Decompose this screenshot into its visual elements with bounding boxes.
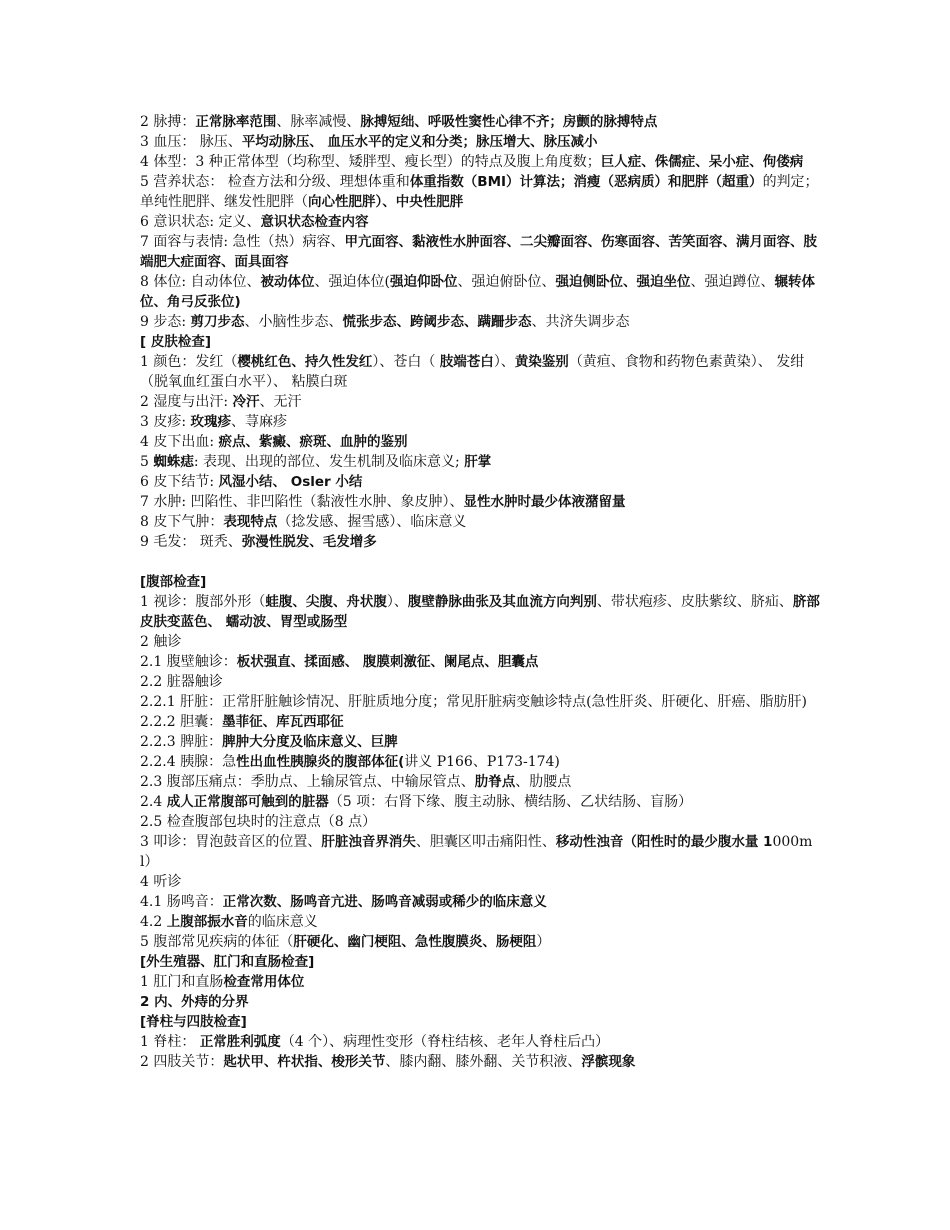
- text-segment: 4 皮下出血:: [140, 434, 219, 450]
- text-line: [140, 152, 820, 172]
- bold-text-segment: 黄染鉴别: [514, 354, 569, 370]
- bold-text-segment: 向心性肥胖）、中央性肥胖: [308, 194, 464, 210]
- text-line: [140, 312, 820, 332]
- bold-text-segment: 正常脉率范围: [195, 114, 277, 130]
- bold-text-segment: 浮髌现象: [581, 1054, 636, 1070]
- bold-text-segment: 蜘蛛痣: [153, 454, 194, 470]
- text-segment: 2.3 腹部压痛点：季肋点、上输尿管点、中输尿管点、: [140, 774, 475, 790]
- text-line: [140, 352, 820, 392]
- text-segment: 2.5 检查腹部包块时的注意点（8 点）: [140, 814, 377, 830]
- text-segment: （4 个）、病理性变形（脊柱结核、老年人脊柱后凸）: [280, 1034, 610, 1050]
- bold-text-segment: 被动体位: [260, 274, 315, 290]
- text-line: [140, 1052, 820, 1072]
- text-line: [140, 832, 820, 872]
- text-line: [140, 432, 820, 452]
- text-segment: 4.1 肠鸣音：: [140, 894, 223, 910]
- text-line: [140, 692, 820, 712]
- text-line: [140, 272, 820, 312]
- text-line: [140, 912, 820, 932]
- text-line: [140, 532, 820, 552]
- bold-text-segment: 慌张步态、跨阈步态、蹒跚步态: [342, 314, 532, 330]
- text-segment: 8 皮下气肿：: [140, 514, 224, 530]
- bold-text-segment: 辗转体位、角弓反张位): [140, 274, 815, 310]
- text-line: [140, 1012, 820, 1032]
- text-line: [140, 632, 820, 652]
- text-segment: 、膝内翻、膝外翻、关节积液、: [385, 1054, 582, 1070]
- text-segment: ）、苍白（: [372, 354, 440, 370]
- text-line: [140, 712, 820, 732]
- text-segment: （黄疸、食物和药物色素黄染）、 发绀（脱氧血红蛋白水平）、 粘膜白斑: [140, 354, 805, 390]
- text-line: [140, 472, 820, 492]
- text-line: [140, 752, 820, 772]
- text-line: [140, 512, 820, 532]
- text-segment: 讲义 P166、P173-174): [404, 754, 560, 770]
- text-segment: 5: [140, 454, 154, 470]
- document-body: [140, 112, 820, 1072]
- text-segment: 3 皮疹:: [140, 414, 191, 430]
- bold-text-segment: 脐部皮肤变蓝色、 蠕动波、胃型或肠型: [140, 594, 820, 630]
- text-segment: 2.2.2 胆囊：: [140, 714, 223, 730]
- text-segment: 2.2.3 脾脏：: [140, 734, 223, 750]
- text-segment: 7 水肿: 凹陷性、非凹陷性（黏液性水肿、象皮肿）、: [140, 494, 464, 510]
- text-segment: 8 体位: 自动体位、: [140, 274, 261, 290]
- text-line: [140, 812, 820, 832]
- text-segment: 、强迫蹲位、: [690, 274, 775, 290]
- text-line: [140, 892, 820, 912]
- text-segment: 、无汗: [259, 394, 302, 410]
- text-line: [140, 412, 820, 432]
- text-segment: 6 意识状态: 定义、: [140, 214, 261, 230]
- bold-text-segment: 甲亢面容、黏液性水肿面容、二尖瓣面容、伤寒面容、苦笑面容、满月面容、肢端肥大症面容、面具面容: [140, 234, 818, 270]
- text-segment: 的临床意义: [247, 914, 318, 930]
- text-line: [140, 672, 820, 692]
- text-segment: 1 肛门和直肠: [140, 974, 224, 990]
- text-segment: 2.2.4 胰腺：急: [140, 754, 237, 770]
- bold-text-segment: 性出血性胰腺炎的腹部体征(: [236, 754, 405, 770]
- text-line: [140, 992, 820, 1012]
- bold-text-segment: 肝硬化、幽门梗阻、急性腹膜炎、肠梗阻: [293, 934, 537, 950]
- text-line: [140, 112, 820, 132]
- text-line: [140, 972, 820, 992]
- bold-text-segment: [腹部检查]: [140, 574, 207, 590]
- bold-text-segment: [外生殖器、肛门和直肠检查]: [140, 954, 315, 970]
- bold-text-segment: 正常次数、肠鸣音亢进、肠鸣音减弱或稀少的临床意义: [222, 894, 547, 910]
- text-line: [140, 792, 820, 812]
- text-segment: 、小脑性步态、: [244, 314, 343, 330]
- text-segment: 5 营养状态： 检查方法和分级、理想体重和: [140, 174, 410, 190]
- text-segment: 的判定；单纯性肥胖、继发性肥胖（: [140, 174, 819, 210]
- text-segment: 2 触诊: [140, 634, 182, 650]
- text-segment: 、荨麻疹: [231, 414, 288, 430]
- text-segment: 2 湿度与出汗:: [140, 394, 233, 410]
- bold-text-segment: 上腹部振水音: [166, 914, 248, 930]
- text-line: [140, 132, 820, 152]
- text-line: [140, 232, 820, 272]
- text-segment: 、脉率减慢、: [276, 114, 361, 130]
- text-segment: 3 叩诊：胃泡鼓音区的位置、: [140, 834, 322, 850]
- text-segment: 2.2 脏器触诊: [140, 674, 223, 690]
- text-segment: ）: [536, 934, 551, 950]
- bold-text-segment: 脉搏短绌、呼吸性窦性心律不齐；房颤的脉搏特点: [360, 114, 658, 130]
- text-segment: 1 脊柱：: [140, 1034, 200, 1050]
- text-line: [140, 572, 820, 592]
- text-line: [140, 492, 820, 512]
- text-line: [140, 732, 820, 752]
- text-line: [140, 652, 820, 672]
- bold-text-segment: [脊柱与四肢检查]: [140, 1014, 247, 1030]
- bold-text-segment: 匙状甲、杵状指、梭形关节: [223, 1054, 386, 1070]
- bold-text-segment: 剪刀步态: [190, 314, 245, 330]
- text-segment: 4 体型：3 种正常体型（均称型、矮胖型、瘦长型）的特点及腹上角度数；: [140, 154, 601, 170]
- text-segment: 9 步态:: [140, 314, 191, 330]
- text-segment: 、胆囊区叩击痛阳性、: [415, 834, 556, 850]
- text-line: [140, 932, 820, 952]
- bold-text-segment: 巨人症、侏儒症、呆小症、佝偻病: [600, 154, 804, 170]
- text-line: [140, 212, 820, 232]
- text-line: [140, 392, 820, 412]
- text-segment: 、强迫体位(: [314, 274, 390, 290]
- text-segment: 2.1 腹壁触诊：: [140, 654, 237, 670]
- bold-text-segment: 平均动脉压、 血压水平的定义和分类；脉压增大、脉压减小: [241, 134, 598, 150]
- text-line: [140, 452, 820, 472]
- bold-text-segment: 腹壁静脉曲张及其血流方向判别: [407, 594, 597, 610]
- bold-text-segment: 正常胜利弧度: [199, 1034, 281, 1050]
- bold-text-segment: 肝脏浊音界消失: [321, 834, 416, 850]
- bold-text-segment: 风湿小结、 Osler 小结: [218, 474, 363, 490]
- bold-text-segment: 弥漫性脱发、毛发增多: [241, 534, 377, 550]
- bold-text-segment: [ 皮肤检查]: [140, 334, 212, 350]
- bold-text-segment: 体重指数（BMI）计算法；消瘦（恶病质）和肥胖（超重）: [409, 174, 763, 190]
- text-segment: ）、: [386, 594, 408, 610]
- text-line: [140, 172, 820, 212]
- bold-text-segment: 樱桃红色、持久性发红: [237, 354, 373, 370]
- bold-text-segment: 玫瑰疹: [190, 414, 232, 430]
- bold-text-segment: 墨菲征、库瓦西耶征: [222, 714, 344, 730]
- text-segment: （捻发感、握雪感）、临床意义: [277, 514, 467, 530]
- bold-text-segment: 肢端苍白: [439, 354, 494, 370]
- bold-text-segment: 冷汗: [232, 394, 260, 410]
- text-segment: 2.4: [140, 794, 167, 810]
- bold-text-segment: 成人正常腹部可触到的脏器: [166, 794, 329, 810]
- text-segment: 、强迫俯卧位、: [457, 274, 556, 290]
- text-segment: 2 四肢关节：: [140, 1054, 224, 1070]
- text-segment: 6 皮下结节:: [140, 474, 219, 490]
- bold-text-segment: 板状强直、揉面感、 腹膜刺激征、阑尾点、胆囊点: [236, 654, 539, 670]
- text-segment: : 表现、出现的部位、发生机制及临床意义;: [193, 454, 465, 470]
- text-line: [140, 772, 820, 792]
- bold-text-segment: 蛙腹、尖腹、舟状腹: [265, 594, 387, 610]
- text-segment: 000ml）: [140, 834, 813, 870]
- text-segment: 4.2: [140, 914, 167, 930]
- text-segment: 2.2.1 肝脏：正常肝脏触诊情况、肝脏质地分度；常见肝脏病变触诊特点(急性肝炎、肝硬化、肝癌、脂肪肝): [140, 694, 807, 710]
- text-segment: 5 腹部常见疾病的体征（: [140, 934, 294, 950]
- bold-text-segment: 脾肿大分度及临床意义、巨脾: [222, 734, 398, 750]
- text-segment: 3 血压： 脉压、: [140, 134, 242, 150]
- text-line: [140, 592, 820, 632]
- bold-text-segment: 检查常用体位: [223, 974, 305, 990]
- bold-text-segment: 肋脊点: [474, 774, 516, 790]
- text-line: [140, 1032, 820, 1052]
- bold-text-segment: 2 内、外痔的分界: [140, 994, 249, 1010]
- text-segment: 、肋腰点: [515, 774, 572, 790]
- text-segment: 2 脉搏：: [140, 114, 196, 130]
- text-segment: 、带状疱疹、皮肤紫纹、脐疝、: [596, 594, 793, 610]
- bold-text-segment: 移动性浊音（阳性时的最少腹水量 1: [555, 834, 773, 850]
- text-line: [140, 952, 820, 972]
- bold-text-segment: 强迫侧卧位、强迫坐位: [555, 274, 691, 290]
- text-segment: 1 颜色：发红（: [140, 354, 238, 370]
- bold-text-segment: 强迫仰卧位: [390, 274, 458, 290]
- bold-text-segment: 肝掌: [464, 454, 492, 470]
- text-segment: 1 视诊：腹部外形（: [140, 594, 266, 610]
- text-segment: 7 面容与表情: 急性（热）病容、: [140, 234, 345, 250]
- text-line: [140, 332, 820, 352]
- text-segment: 9 毛发： 斑秃、: [140, 534, 242, 550]
- bold-text-segment: 瘀点、紫癜、瘀斑、血肿的鉴别: [218, 434, 408, 450]
- bold-text-segment: 显性水肿时最少体液潴留量: [463, 494, 626, 510]
- bold-text-segment: 意识状态检查内容: [260, 214, 369, 230]
- bold-text-segment: 表现特点: [223, 514, 278, 530]
- text-segment: （5 项：右肾下缘、腹主动脉、横结肠、乙状结肠、盲肠）: [328, 794, 693, 810]
- text-segment: 4 听诊: [140, 874, 182, 890]
- text-line: [140, 552, 820, 572]
- text-line: [140, 872, 820, 892]
- text-segment: 、共济失调步态: [531, 314, 630, 330]
- text-segment: ）、: [493, 354, 515, 370]
